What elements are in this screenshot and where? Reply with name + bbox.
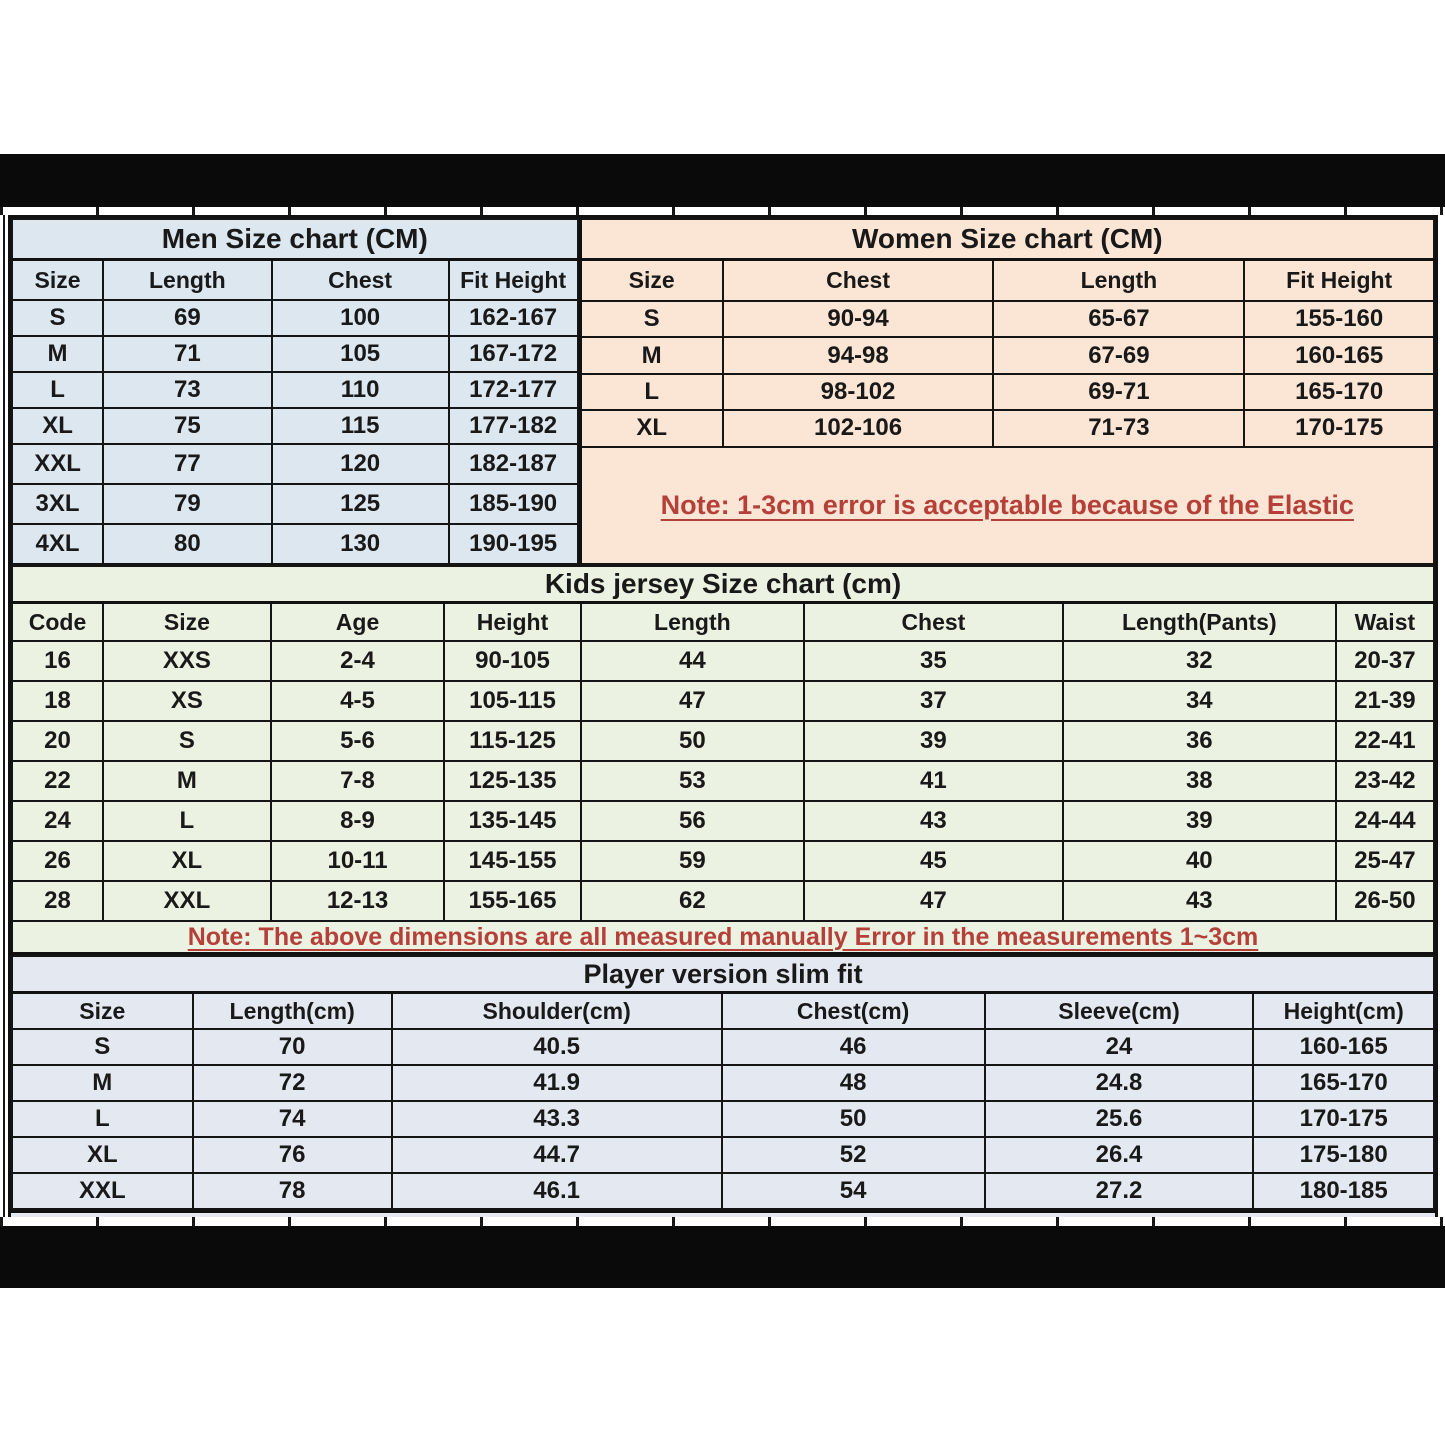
table-cell: 105-115 bbox=[444, 681, 581, 721]
table-cell: 90-105 bbox=[444, 641, 581, 681]
table-cell: 175-180 bbox=[1253, 1137, 1434, 1173]
table-cell: 20-37 bbox=[1336, 641, 1434, 681]
men-size-chart-table bbox=[11, 218, 579, 565]
table-cell: 125-135 bbox=[444, 761, 581, 801]
table-cell: 5-6 bbox=[271, 721, 444, 761]
column-header: Chest(cm) bbox=[722, 993, 985, 1030]
table-cell: 182-187 bbox=[449, 444, 578, 484]
table-cell: 170-175 bbox=[1253, 1101, 1434, 1137]
table-row bbox=[12, 260, 578, 301]
table-cell: XXS bbox=[103, 641, 271, 681]
table-cell: 26 bbox=[12, 841, 103, 881]
table-cell: 24 bbox=[985, 1029, 1254, 1065]
table-cell: S bbox=[580, 301, 723, 337]
table-cell: 25-47 bbox=[1336, 841, 1434, 881]
table-cell: 155-160 bbox=[1244, 301, 1434, 337]
player-chart-title: Player version slim fit bbox=[12, 956, 1434, 993]
table-cell: 170-175 bbox=[1244, 410, 1434, 446]
column-header: Fit Height bbox=[1244, 260, 1434, 301]
table-cell: 165-170 bbox=[1253, 1065, 1434, 1101]
table-cell: 79 bbox=[103, 484, 272, 524]
table-cell: 38 bbox=[1063, 761, 1336, 801]
table-cell: 90-94 bbox=[723, 301, 994, 337]
table-row bbox=[12, 444, 578, 484]
table-row bbox=[580, 301, 1434, 337]
table-cell: 8-9 bbox=[271, 801, 444, 841]
table-cell: 54 bbox=[722, 1173, 985, 1209]
table-cell: 100 bbox=[272, 300, 449, 336]
column-header: Sleeve(cm) bbox=[985, 993, 1254, 1030]
table-cell: 70 bbox=[193, 1029, 392, 1065]
column-header: Code bbox=[12, 603, 103, 642]
table-cell: 24.8 bbox=[985, 1065, 1254, 1101]
table-cell: 26.4 bbox=[985, 1137, 1254, 1173]
table-cell: 4-5 bbox=[271, 681, 444, 721]
table-cell: 46.1 bbox=[392, 1173, 722, 1209]
table-cell: 43 bbox=[1063, 881, 1336, 921]
left-edge-line bbox=[3, 215, 5, 1217]
table-cell: 18 bbox=[12, 681, 103, 721]
table-cell: 2-4 bbox=[271, 641, 444, 681]
table-cell: S bbox=[103, 721, 271, 761]
table-cell: 27.2 bbox=[985, 1173, 1254, 1209]
column-header: Shoulder(cm) bbox=[392, 993, 722, 1030]
column-header: Length bbox=[581, 603, 804, 642]
table-cell: XL bbox=[12, 408, 103, 444]
table-cell: 73 bbox=[103, 372, 272, 408]
table-cell: 75 bbox=[103, 408, 272, 444]
table-cell: 69 bbox=[103, 300, 272, 336]
table-row bbox=[12, 761, 1434, 801]
table-cell: 26-50 bbox=[1336, 881, 1434, 921]
table-cell: XL bbox=[580, 410, 723, 446]
table-cell: 32 bbox=[1063, 641, 1336, 681]
table-cell: 78 bbox=[193, 1173, 392, 1209]
table-cell: 56 bbox=[581, 801, 804, 841]
table-cell: 37 bbox=[804, 681, 1063, 721]
table-row bbox=[12, 921, 1434, 954]
table-cell: 59 bbox=[581, 841, 804, 881]
column-header: Size bbox=[103, 603, 271, 642]
women-chart-title: Women Size chart (CM) bbox=[580, 219, 1434, 260]
table-cell: XXL bbox=[12, 444, 103, 484]
men-chart-title: Men Size chart (CM) bbox=[12, 219, 578, 260]
kids-size-chart-table bbox=[11, 565, 1435, 955]
table-cell: 130 bbox=[272, 524, 449, 564]
table-cell: L bbox=[103, 801, 271, 841]
size-chart-sheet bbox=[8, 215, 1438, 1285]
table-cell: 41.9 bbox=[392, 1065, 722, 1101]
bottom-black-bar bbox=[0, 1226, 1445, 1288]
table-row bbox=[12, 881, 1434, 921]
table-cell: 10-11 bbox=[271, 841, 444, 881]
table-cell: 36 bbox=[1063, 721, 1336, 761]
table-cell: 21-39 bbox=[1336, 681, 1434, 721]
table-cell: 22-41 bbox=[1336, 721, 1434, 761]
table-cell: XL bbox=[103, 841, 271, 881]
table-cell: 39 bbox=[804, 721, 1063, 761]
table-cell: 160-165 bbox=[1253, 1029, 1434, 1065]
table-cell: 43.3 bbox=[392, 1101, 722, 1137]
table-row bbox=[580, 219, 1434, 260]
table-cell: M bbox=[12, 1065, 193, 1101]
table-cell: 165-170 bbox=[1244, 374, 1434, 410]
table-row bbox=[12, 524, 578, 564]
table-cell: 120 bbox=[272, 444, 449, 484]
column-header: Length(Pants) bbox=[1063, 603, 1336, 642]
table-cell: 76 bbox=[193, 1137, 392, 1173]
women-size-chart-table bbox=[579, 218, 1435, 565]
table-cell: 160-165 bbox=[1244, 337, 1434, 373]
table-row bbox=[12, 841, 1434, 881]
table-cell: 172-177 bbox=[449, 372, 578, 408]
table-row bbox=[12, 993, 1434, 1030]
table-cell: 62 bbox=[581, 881, 804, 921]
table-cell: 40.5 bbox=[392, 1029, 722, 1065]
table-cell: 67-69 bbox=[993, 337, 1244, 373]
bottom-grid-tick-strip bbox=[0, 1217, 1445, 1226]
table-cell: L bbox=[12, 1101, 193, 1137]
table-cell: M bbox=[580, 337, 723, 373]
table-cell: 71-73 bbox=[993, 410, 1244, 446]
men-women-section bbox=[11, 218, 1435, 565]
table-row bbox=[12, 1173, 1434, 1209]
table-cell: L bbox=[580, 374, 723, 410]
table-cell: 50 bbox=[581, 721, 804, 761]
table-cell: 65-67 bbox=[993, 301, 1244, 337]
table-cell: M bbox=[12, 336, 103, 372]
table-row bbox=[12, 408, 578, 444]
table-cell: 80 bbox=[103, 524, 272, 564]
table-cell: 28 bbox=[12, 881, 103, 921]
table-row bbox=[12, 603, 1434, 642]
player-version-table bbox=[11, 955, 1435, 1210]
table-row bbox=[580, 260, 1434, 301]
table-row bbox=[12, 681, 1434, 721]
table-cell: 44.7 bbox=[392, 1137, 722, 1173]
column-header: Fit Height bbox=[449, 260, 578, 301]
table-cell: 167-172 bbox=[449, 336, 578, 372]
table-cell: 12-13 bbox=[271, 881, 444, 921]
table-cell: 105 bbox=[272, 336, 449, 372]
table-cell: 115 bbox=[272, 408, 449, 444]
table-cell: 39 bbox=[1063, 801, 1336, 841]
table-cell: 74 bbox=[193, 1101, 392, 1137]
table-row bbox=[580, 337, 1434, 373]
column-header: Size bbox=[580, 260, 723, 301]
table-row bbox=[12, 1101, 1434, 1137]
table-cell: 77 bbox=[103, 444, 272, 484]
column-header: Length bbox=[993, 260, 1244, 301]
column-header: Length bbox=[103, 260, 272, 301]
table-cell: 35 bbox=[804, 641, 1063, 681]
table-cell: 53 bbox=[581, 761, 804, 801]
table-cell: 71 bbox=[103, 336, 272, 372]
table-row bbox=[12, 1137, 1434, 1173]
table-cell: XXL bbox=[12, 1173, 193, 1209]
column-header: Chest bbox=[804, 603, 1063, 642]
table-cell: M bbox=[103, 761, 271, 801]
table-cell: 23-42 bbox=[1336, 761, 1434, 801]
table-cell: 47 bbox=[581, 681, 804, 721]
table-cell: 22 bbox=[12, 761, 103, 801]
column-header: Height bbox=[444, 603, 581, 642]
table-row bbox=[12, 336, 578, 372]
table-cell: 41 bbox=[804, 761, 1063, 801]
column-header: Size bbox=[12, 993, 193, 1030]
table-cell: 94-98 bbox=[723, 337, 994, 373]
table-cell: L bbox=[12, 372, 103, 408]
table-row bbox=[12, 566, 1434, 603]
table-cell: XL bbox=[12, 1137, 193, 1173]
table-cell: 72 bbox=[193, 1065, 392, 1101]
top-grid-tick-strip bbox=[0, 207, 1445, 215]
table-cell: 25.6 bbox=[985, 1101, 1254, 1137]
table-row bbox=[12, 484, 578, 524]
column-header: Waist bbox=[1336, 603, 1434, 642]
table-cell: 50 bbox=[722, 1101, 985, 1137]
table-cell: 46 bbox=[722, 1029, 985, 1065]
column-header: Chest bbox=[723, 260, 994, 301]
table-cell: 40 bbox=[1063, 841, 1336, 881]
table-cell: 43 bbox=[804, 801, 1063, 841]
table-cell: 145-155 bbox=[444, 841, 581, 881]
table-cell: 98-102 bbox=[723, 374, 994, 410]
table-row bbox=[580, 374, 1434, 410]
table-row bbox=[12, 1065, 1434, 1101]
table-cell: 135-145 bbox=[444, 801, 581, 841]
column-header: Age bbox=[271, 603, 444, 642]
top-black-bar bbox=[0, 154, 1445, 207]
table-cell: 16 bbox=[12, 641, 103, 681]
table-cell: 180-185 bbox=[1253, 1173, 1434, 1209]
table-row bbox=[12, 1029, 1434, 1065]
table-row bbox=[580, 410, 1434, 446]
table-cell: 47 bbox=[804, 881, 1063, 921]
table-cell: 48 bbox=[722, 1065, 985, 1101]
table-row bbox=[12, 956, 1434, 993]
table-row bbox=[12, 219, 578, 260]
table-row bbox=[12, 641, 1434, 681]
table-cell: 4XL bbox=[12, 524, 103, 564]
table-cell: 3XL bbox=[12, 484, 103, 524]
column-header: Length(cm) bbox=[193, 993, 392, 1030]
column-header: Height(cm) bbox=[1253, 993, 1434, 1030]
table-cell: XS bbox=[103, 681, 271, 721]
table-cell: 45 bbox=[804, 841, 1063, 881]
table-cell: 7-8 bbox=[271, 761, 444, 801]
kids-measurement-note: Note: The above dimensions are all measured manually Error in the measurements 1~3cm bbox=[12, 921, 1434, 954]
table-cell: 190-195 bbox=[449, 524, 578, 564]
table-row bbox=[12, 372, 578, 408]
table-cell: 24-44 bbox=[1336, 801, 1434, 841]
table-cell: 24 bbox=[12, 801, 103, 841]
table-row bbox=[12, 801, 1434, 841]
table-cell: 125 bbox=[272, 484, 449, 524]
table-cell: XXL bbox=[103, 881, 271, 921]
table-cell: 155-165 bbox=[444, 881, 581, 921]
women-elastic-note: Note: 1-3cm error is acceptable because of the Elastic bbox=[580, 447, 1434, 564]
table-cell: S bbox=[12, 1029, 193, 1065]
table-cell: 34 bbox=[1063, 681, 1336, 721]
table-cell: 185-190 bbox=[449, 484, 578, 524]
column-header: Size bbox=[12, 260, 103, 301]
table-cell: 102-106 bbox=[723, 410, 994, 446]
table-cell: 20 bbox=[12, 721, 103, 761]
table-row bbox=[12, 721, 1434, 761]
table-row bbox=[12, 300, 578, 336]
table-cell: S bbox=[12, 300, 103, 336]
table-cell: 177-182 bbox=[449, 408, 578, 444]
kids-chart-title: Kids jersey Size chart (cm) bbox=[12, 566, 1434, 603]
table-cell: 162-167 bbox=[449, 300, 578, 336]
column-header: Chest bbox=[272, 260, 449, 301]
table-cell: 52 bbox=[722, 1137, 985, 1173]
table-cell: 44 bbox=[581, 641, 804, 681]
table-cell: 115-125 bbox=[444, 721, 581, 761]
table-cell: 110 bbox=[272, 372, 449, 408]
table-row bbox=[580, 447, 1434, 564]
table-cell: 69-71 bbox=[993, 374, 1244, 410]
